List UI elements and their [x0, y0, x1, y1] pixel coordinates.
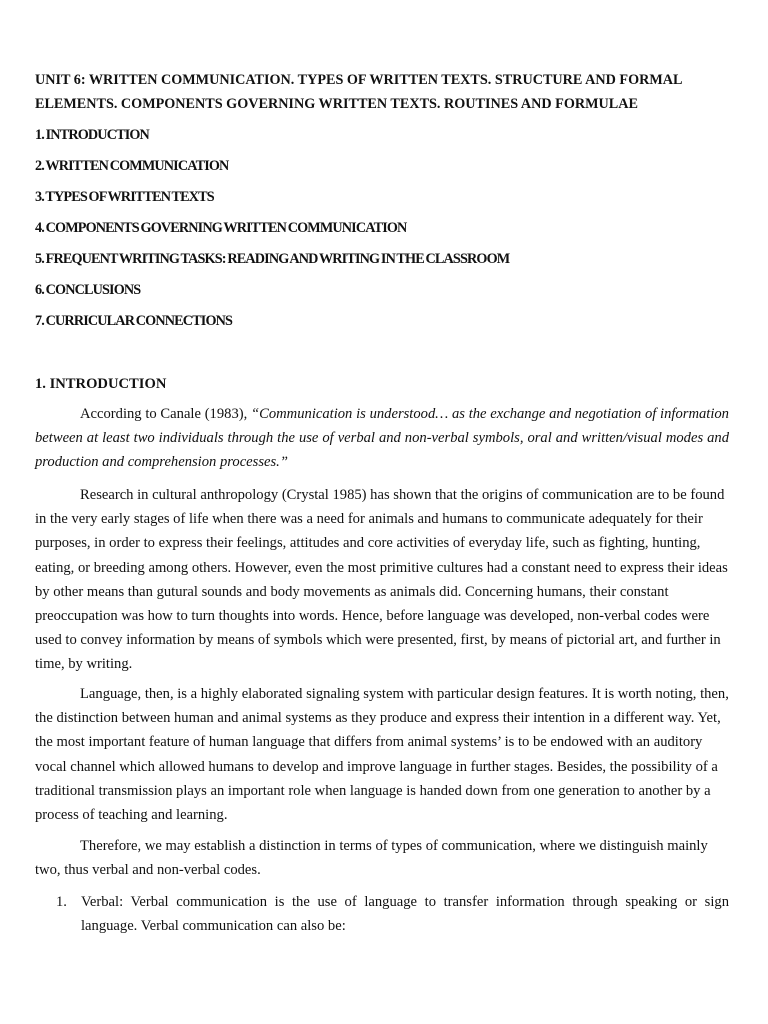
list-item	[35, 890, 729, 938]
list-number: 1.	[56, 894, 67, 910]
paragraph-lead: According to Canale (1983),	[80, 406, 251, 422]
quotation: “Communication is understood… as the exchange and negotiation of information between at least two individuals through the use of verbal and non-verbal symbols, oral and written/visual modes and production and comprehension processes.”	[35, 406, 729, 471]
toc-item: 2. WRITTEN COMMUNICATION	[35, 158, 229, 174]
paragraph-language: Language, then, is a highly elaborated signaling system with particular design features. It is worth noting, then, the distinction between human and animal systems as they produce and express their intention in a different way. Yet, the most important feature of human language that differs from animal systems’ is to be endowed with an auditory vocal channel which allowed humans to develop and improve language in further stages. Besides, the possibility of a traditional transmission plays an important role when language is handed down from one generation to another by a process of teaching and learning.	[35, 686, 729, 824]
numbered-list	[35, 890, 729, 938]
toc-item: 3. TYPES OF WRITTEN TEXTS	[35, 189, 214, 205]
toc-item: 4. COMPONENTS GOVERNING WRITTEN COMMUNICATION	[35, 220, 407, 236]
document-title: UNIT 6: WRITTEN COMMUNICATION. TYPES OF WRITTEN TEXTS. STRUCTURE AND FORMAL ELEMENTS. COMPONENTS GOVERNING WRITTEN TEXTS. ROUTINES AND FORMULAE	[35, 72, 682, 112]
toc-item: 7. CURRICULAR CONNECTIONS	[35, 313, 233, 329]
paragraph-canale-quote	[35, 402, 729, 475]
toc-item: 6. CONCLUSIONS	[35, 282, 141, 298]
table-of-contents	[35, 123, 735, 340]
paragraph-types: Therefore, we may establish a distinction in terms of types of communication, where we distinguish mainly two, thus verbal and non-verbal codes.	[35, 838, 708, 879]
paragraph-origins: Research in cultural anthropology (Crystal 1985) has shown that the origins of communication are to be found in the very early stages of life when there was a need for animals and humans to communicate adequately for their purposes, in order to express their feelings, attitudes and core activities of everyday life, such as fighting, hunting, eating, or breeding among others. However, even the most primitive cultures had a constant need to express their ideas by other means than gutural sounds and body movements as animals did. Concerning humans, their constant preoccupation was how to turn thoughts into words. Hence, before language was developed, non-verbal codes were used to convey information by means of symbols which were presented, first, by means of pictorial art, and further in time, by writing.	[35, 487, 728, 673]
section-heading: 1. INTRODUCTION	[35, 376, 167, 392]
toc-item: 1. INTRODUCTION	[35, 127, 149, 143]
list-text: Verbal: Verbal communication is the use of language to transfer information through speaking or sign language. Verbal communication can also be:	[81, 894, 729, 935]
toc-item: 5. FREQUENT WRITING TASKS: READING AND WRITING IN THE CLASSROOM	[35, 251, 510, 267]
